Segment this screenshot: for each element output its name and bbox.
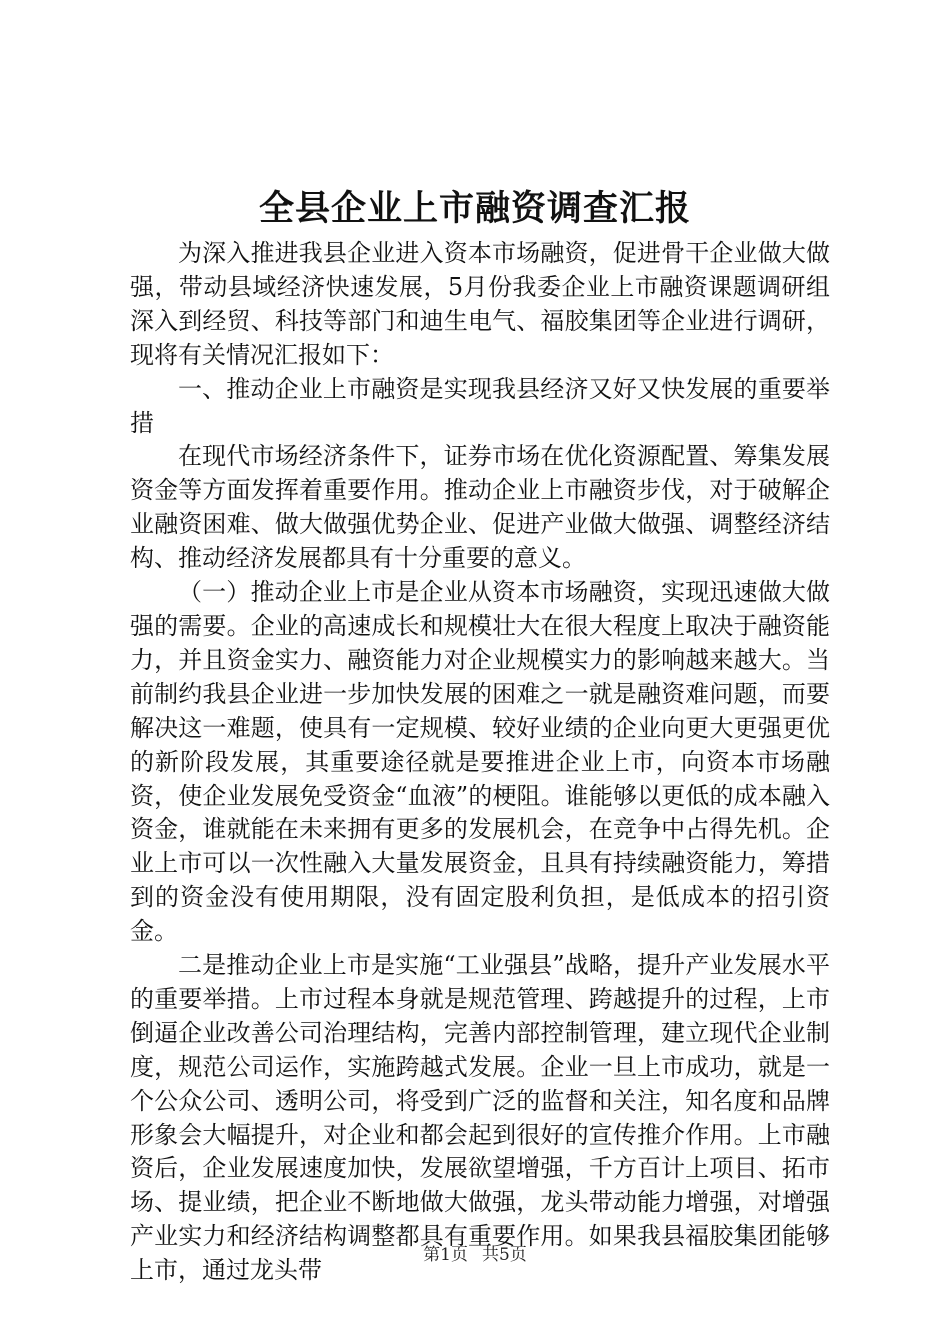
paragraph-point-1: （一）推动企业上市是企业从资本市场融资，实现迅速做大做强的需要。企业的高速成长和规模壮大在很大程度上取决于融资能力，并且资金实力、融资能力对企业规模实力的影响越来越大。当前制约我县企业进一步加快发展的困难之一就是融资难问题，而要解决这一难题，使具有一定规模、较好业绩的企业向更大更强更优的新阶段发展，其重要途径就是要推进企业上市，向资本市场融资，使企业发展免受资金“血液”的梗阻。谁能够以更低的成本融入资金，谁就能在未来拥有更多的发展机会，在竞争中占得先机。企业上市可以一次性融入大量发展资金，且具有持续融资能力，筹措到的资金没有使用期限，没有固定股利负担，是低成本的招引资金。 — [130, 578, 830, 946]
paragraph-point-2: 二是推动企业上市是实施“工业强县”战略，提升产业发展水平的重要举措。上市过程本身就是规范管理、跨越提升的过程，上市倒逼企业改善公司治理结构，完善内部控制管理，建立现代企业制度，规范公司运作，实施跨越式发展。企业一旦上市成功，就是一个公众公司、透明公司，将受到广泛的监督和关注，知名度和品牌形象会大幅提升，对企业和都会起到很好的宣传推介作用。上市融资后，企业发展速度加快，发展欲望增强，千方百计上项目、拓市场、提业绩，把企业不断地做大做强，龙头带动能力增强，对增强产业实力和经济结构调整都具有重要作用。如果我县福胶集团能够上市，通过龙头带 — [130, 951, 830, 1285]
section-heading-1: 一、推动企业上市融资是实现我县经济又好又快发展的重要举措 — [130, 374, 830, 437]
document-body — [130, 237, 830, 1288]
document-title: 全县企业上市融资调查汇报 — [258, 188, 691, 229]
page-number: 第1页 — [423, 1245, 468, 1265]
page-footer — [0, 1243, 950, 1267]
paragraph-context: 在现代市场经济条件下，证券市场在优化资源配置、筹集发展资金等方面发挥着重要作用。推动企业上市融资步伐，对于破解企业融资困难、做大做强优势企业、促进产业做大做强、调整经济结构、推动经济发展都具有十分重要的意义。 — [130, 442, 830, 573]
page-total: 共5页 — [482, 1245, 527, 1265]
paragraph-intro: 为深入推进我县企业进入资本市场融资，促进骨干企业做大做强，带动县域经济快速发展，5月份我委企业上市融资课题调研组深入到经贸、科技等部门和迪生电气、福胶集团等企业进行调研，现将有关情况汇报如下： — [130, 239, 830, 369]
